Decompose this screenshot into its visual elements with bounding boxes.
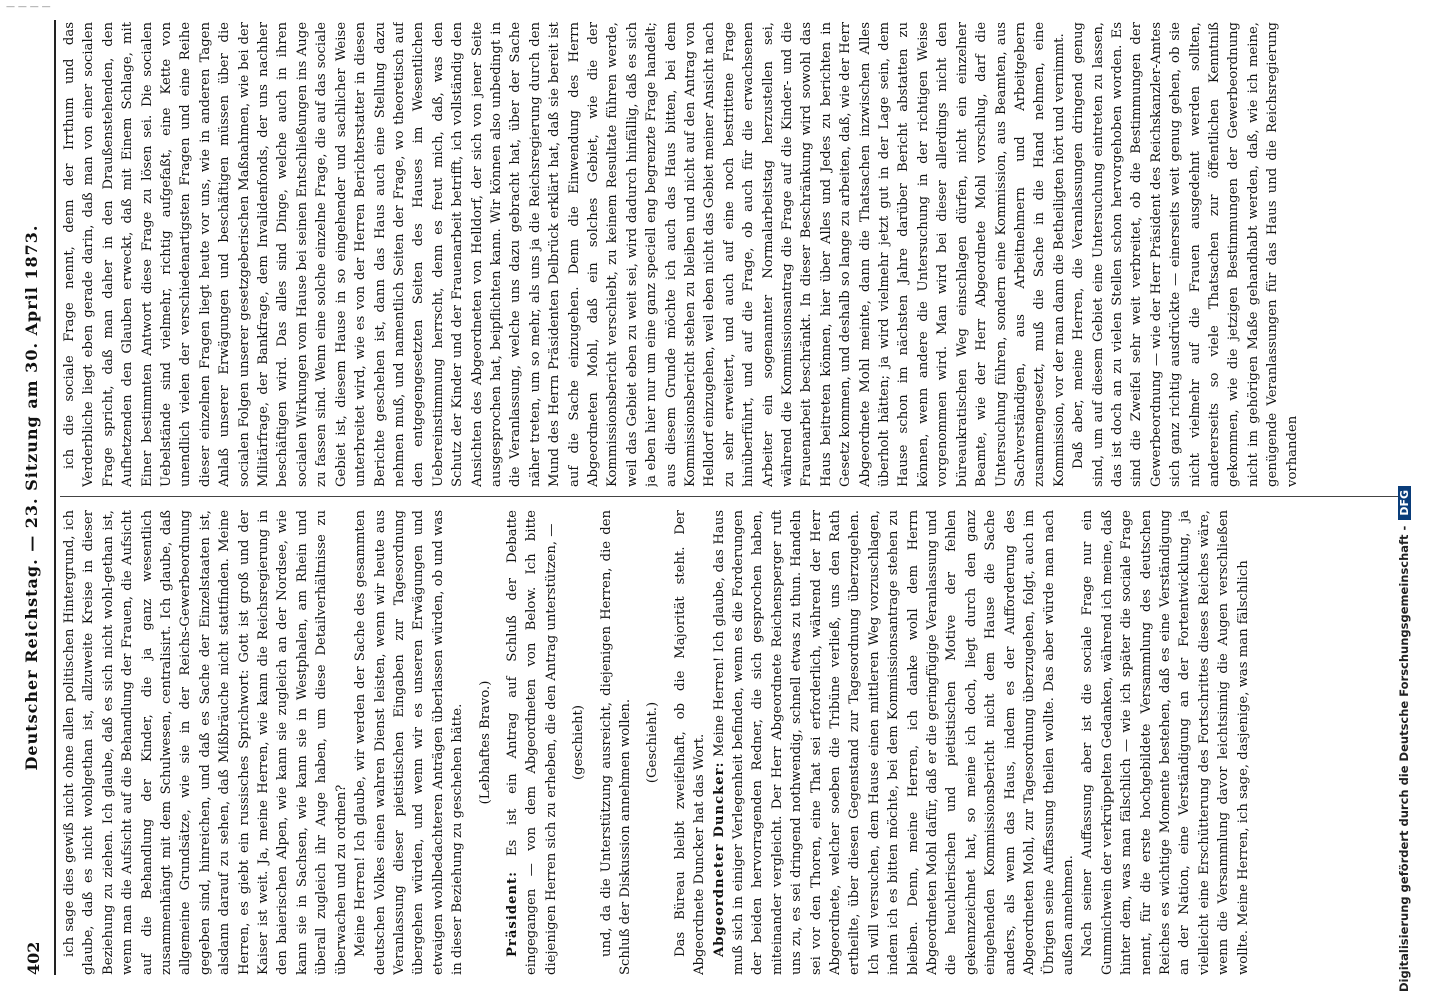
- body-paragraph: Daß aber, meine Herren, die Veranlassungen dringend genug sind, um auf diesem Gebiet eine Untersuchung eintreten zu lassen, das ist doch an zu vielen Stellen schon hervorgehoben worden. Es sind die Zweifel sehr weit verbreitet, ob die Bestimmungen der Gewerbeordnung — wie der Herr Präsident des Reichskanzler-Amtes sich ganz richtig ausdrückte — einerseits weit genug gehen, ob sie nicht vielmehr auf die Frauen ausgedehnt werden sollten, andererseits so viele Thatsachen zur öffentlichen Kenntniß gekommen, wie die jetzigen Bestimmungen der Gewerbeordnung nicht im gehörigen Maße gehandhabt werden, daß, wie ich meine, genügende Veranlassungen für das Haus und die Reichsregierung vorhanden: [1071, 22, 1300, 487]
- page-title: Deutscher Reichstag. — 23. Sitzung am 30. April 1873.: [22, 224, 41, 771]
- body-paragraph: Nach seiner Auffassung aber ist die sociale Frage nur ein Gummichwein der verkrüppelten Gedanken, während ich meine, daß hinter dem, was man fälschlich — wie ich später die sociale Frage nennt, für die erste hochgebildete Versammlung des deutschen Reiches es wichtige Momente bestehen, daß es eine Verständigung an der Nation, eine Verständigung an der Fortentwicklung, ja vielleicht eine Erschütterung des Fortschrittes dieses Reiches wäre, wenn die Versammlung davor leichtsinnig die Augen verschließen wollte. Meine Herren, ich sage, dasjenige, was man fälschlich: [1080, 510, 1251, 975]
- running-header: [16, 20, 54, 975]
- speech-paragraph: [710, 510, 1079, 975]
- credit-text: Digitalisierung gefördert durch die Deutsche Forschungsgemeinschaft -: [1397, 525, 1411, 992]
- speech-text: Meine Herren! Ich glaube, das Haus muß sich in einiger Verlegenheit befinden, wenn es die Forderungen der beiden hervorragenden Redner, die sich gesprochen haben, miteinander vergleicht. Der Herr Abgeordnete Reichensperger ruft uns zu, es sei dringend nothwendig, schnell etwas zu thun. Handeln sei vor den Thoren, eine That sei erforderlich, während der Herr Abgeordnete, welcher soeben die Tribüne verließ, uns den Rath ertheilte, über diesen Gegenstand zur Tagesordnung überzugehen. Ich will versuchen, dem Hause einen mittleren Weg vorzuschlagen, indem ich es bitten möchte, bei dem Kommissionsantrage stehen zu bleiben. Denn, meine Herren, ich danke wohl dem Herrn Abgeordneten Mohl dafür, daß er die geringfügige Veranlassung und die heuchlerischen und pietistischen Motive der fehlen gekennzeichnet hat, so meine ich doch, liegt durch den ganz eingehenden Kommissionsbericht nicht dem Hause die Sache anders, als wenn das Haus, indem es der Aufforderung des Abgeordneten Mohl, zur Tagesordnung überzugehen, folgt, auch im Übrigen seine Auffassung theilen wollte. Das aber würde man nach außen annehmen.: [711, 510, 1076, 975]
- right-text-column: [60, 22, 1405, 487]
- body-paragraph: Das Büreau bleibt zweifelhaft, ob die Majorität steht. Der Abgeordnete Duncker hat das Wort.: [672, 510, 708, 975]
- left-text-column: [60, 510, 1405, 975]
- speaker-name: Präsident:: [504, 870, 520, 957]
- dfg-logo: DFG: [1398, 486, 1411, 520]
- stage-direction: (Lebhaftes Bravo.): [477, 680, 493, 805]
- rotated-page-content: [16, 15, 1406, 985]
- body-paragraph: und, da die Unterstützung ausreicht, diejenigen Herren, die den Schluß der Diskussion annehmen wollen.: [598, 510, 633, 975]
- digitization-credit: [1397, 12, 1415, 992]
- body-paragraph: ich die sociale Frage nennt, denn der Irrthum und das Verderbliche liegt eben gerade darin, daß man von einer socialen Frage spricht, daß man daher in den Draußenstehenden, den Aufhetzenden den Glauben erweckt, daß mit Einem Schlage, mit Einer bestimmten Antwort diese Frage zu lösen sei. Die socialen Uebelstände sind vielmehr, richtig aufgefaßt, eine Kette von unendlich vielen der verschiedenartigsten Fragen und eine Reihe dieser einzelnen Fragen liegt heute vor uns, wie in anderen Tagen Anlaß unserer Erwägungen und beschäftigen müssen über die socialen Folgen unserer gesetzgeberischen Maßnahmen, wie bei der Militärfrage, der Bankfrage, dem Invalidenfonds, der uns nachher beschäftigen wird. Das alles sind Dinge, welche auch in ihren socialen Wirkungen vom Hause bei seinen Entschließungen ins Auge zu fassen sind. Wenn eine solche einzelne Frage, die auf das sociale Gebiet ist, diesem Hause in so eingehender und sachlicher Weise unterbreitet wird, wie es von der Herren Berichterstatter in diesen Berichte geschehen ist, dann das Haus auch eine Stellung dazu nehmen muß, und namentlich Seiten der Frage, wo theoretisch auf den entgegengesetzten Seiten des Hauses im Wesentlichen Uebereinstimmung herrscht, denn es freut mich, daß, was den Schutz der Kinder und der Frauenarbeit betrifft, ich vollständig den Ansichten des Abgeordneten von Helldorf, der sich von jener Seite ausgesprochen hat, beipflichten kann. Wir können also unbedingt in die Veranlassung, welche uns dazu gebracht hat, über der Sache näher treten, um so mehr, als uns ja die Reichsregierung durch den Mund des Herrn Präsidenten Delbrück erklärt hat, daß sie bereit ist auf die Sache einzugehen. Denn die Einwendung des Herrn Abgeordneten Mohl, daß ein solches Gebiet, wie die der Kommissionsbericht verschiebt, zu keinem Resultate führen werde, weil das Gebiet eben zu weit sei, wird dadurch hinfällig, daß es sich ja eben hier nur um eine ganz speciell eng begrenzte Frage handelt; aus diesem Grunde möchte ich auch das Haus bitten, bei dem Kommissionsbericht stehen zu bleiben und nicht auf den Antrag von Helldorf einzugehen, weil eben nicht das Gebiet meiner Ansicht nach zu sehr erweitert, und auch auf eine noch bestrittene Frage hinüberführt, und auf die Frage, ob auch für die erwachsenen Arbeiter ein sogenannter Normalarbeitstag herzustellen sei, während die Kommissionsantrag die Frage auf die Kinder- und die Frauenarbeit beschränkt. In dieser Beschränkung wird sowohl das Haus beitreten können, hier über Alles und Jedes zu berichten in Gesetz kommen, und deshalb so lange zu arbeiten, daß, wie der Herr Abgeordnete Mohl meinte, dann die Thatsachen inzwischen Alles überholt hätten; ja wird vielmehr jetzt gut in der Lage sein, dem Hause schon im nächsten Jahre darüber Bericht abstatten zu können, wenn andere die Untersuchung in der richtigen Weise vorgenommen wird. Man wird bei dieser allerdings nicht den büreaukratischen Weg einschlagen dürfen, nicht ein einzelner Beamte, wie der Herr Abgeordnete Mohl vorschlug, darf die Untersuchung führen, sondern eine Kommission, aus Beamten, aus Sachverständigen, aus Arbeitnehmern und Arbeitgebern zusammengesetzt, muß die Sache in die Hand nehmen, eine Kommission, vor der man dann die Betheiligten hört und vernimmt.: [62, 22, 1067, 487]
- speaker-name: Abgeordneter Duncker:: [711, 761, 727, 957]
- corner-mark: — — — —: [6, 2, 51, 12]
- header-rule: [54, 20, 56, 975]
- speech-text: Es ist ein Antrag auf Schluß der Debatte eingegangen — von dem Abgeordneten von Below. Ich bitte diejenigen Herren sich zu erheben, die den Antrag unterstützen, —: [504, 510, 559, 975]
- speech-paragraph: [503, 510, 561, 975]
- stage-direction: (geschieht): [571, 705, 587, 780]
- column-separator: [60, 496, 1405, 497]
- body-paragraph: ich sage dies gewiß nicht ohne allen politischen Hintergrund, ich glaube, daß es nicht wohlgethan ist, allzuweite Kreise in dieser Beziehung zu ziehen. Ich glaube, daß es sich nicht wohl-gethan ist, wenn man die Aufsicht auf die Behandlung der Frauen, die Aufsicht auf die Behandlung der Kinder, die ja ganz wesentlich zusammenhängt mit dem Schulwesen, centralisirt. Ich glaube, daß allgemeine Grundsätze, wie sie in der Reichs-Gewerbeordnung gegeben sind, hinreichen, und daß es Sache der Einzelstaaten ist, alsdann darauf zu sehen, daß Mißbräuche nicht stattfinden. Meine Herren, es giebt ein russisches Sprichwort: Gott ist groß und der Kaiser ist weit. Ja, meine Herren, wie kann die Reichsregierung in den baierischen Alpen, wie kann sie zugleich an der Nordsee, wie kann sie in Sachsen, wie kann sie in Westphalen, am Rhein und überall zugleich ihr Auge haben, um diese Detailverhältnisse zu überwachen und zu ordnen?: [62, 510, 349, 975]
- body-paragraph: Meine Herren! Ich glaube, wir werden der Sache des gesammten deutschen Volkes einen wahren Dienst leisten, wenn wir heute aus Veranlassung dieser pietistischen Eingaben zur Tagesordnung übergehen würden, und wenn wir es unseren Erwägungen und etwaigen wohlbedachteren Anträgen überlassen würden, ob und was in dieser Beziehung zu geschehen hätte.: [353, 510, 466, 975]
- page-number: 402: [24, 941, 43, 975]
- stage-direction: (Geschieht.): [645, 701, 661, 784]
